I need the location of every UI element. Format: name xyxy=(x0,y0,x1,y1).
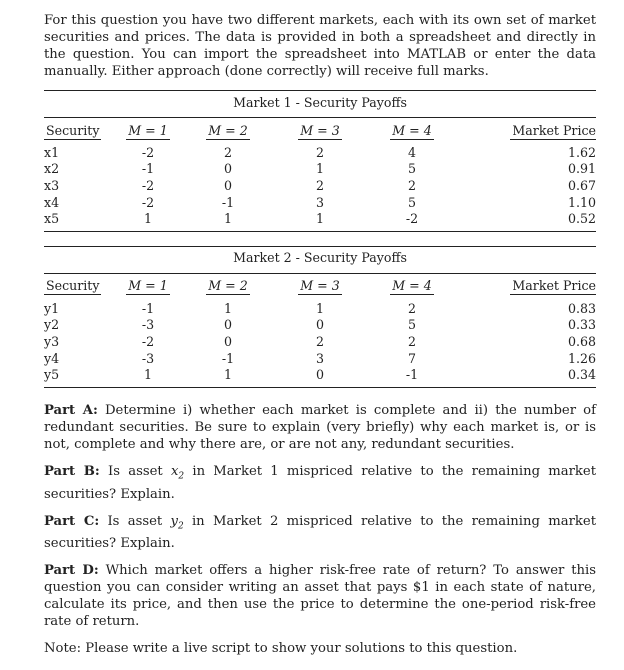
price-cell: 1.62 xyxy=(567,144,596,160)
asset-sub: 2 xyxy=(177,521,184,532)
payoff-cell: -2 xyxy=(405,211,419,227)
part-c-text-after: in Market 2 mispriced relative to the remaining market securities? Explain. xyxy=(44,513,596,552)
table-row xyxy=(44,333,596,350)
price-cell: 0.52 xyxy=(567,211,596,227)
payoff-cell: 3 xyxy=(315,350,324,366)
payoff-cell: 3 xyxy=(315,194,324,210)
market2-caption: Market 2 - Security Payoffs xyxy=(44,246,596,269)
part-d xyxy=(44,562,596,630)
payoff-cell: 0 xyxy=(223,333,232,349)
part-a xyxy=(44,402,596,453)
security-name: x1 xyxy=(44,144,60,160)
payoff-cell: 0 xyxy=(223,317,232,333)
header-state-2: M = 2 xyxy=(208,278,248,294)
payoff-cell: 5 xyxy=(407,194,416,210)
price-cell: 1.26 xyxy=(567,350,596,366)
payoff-cell: 1 xyxy=(223,300,232,316)
payoff-cell: 1 xyxy=(315,211,324,227)
payoff-cell: 7 xyxy=(407,350,416,366)
payoff-cell: -3 xyxy=(141,350,155,366)
note: Note: Please write a live script to show your solutions to this question. xyxy=(44,641,518,657)
security-name: x5 xyxy=(44,211,60,227)
asset-sub: 2 xyxy=(178,471,185,482)
header-state-3: M = 3 xyxy=(300,122,340,138)
payoff-cell: 0 xyxy=(315,317,324,333)
payoff-cell: -1 xyxy=(141,161,155,177)
header-state-3: M = 3 xyxy=(300,278,340,294)
part-a-label: Part A: xyxy=(44,402,98,418)
part-a-text: Determine i) whether each market is complete and ii) the number of redundant securities. Be sure to explain (very briefly) why each market is, or is not, complete and why there are, or are not any, redundant securities. xyxy=(44,402,596,452)
price-cell: 1.10 xyxy=(567,194,596,210)
payoff-cell: -2 xyxy=(141,333,155,349)
security-name: y3 xyxy=(44,333,60,349)
part-b-label: Part B: xyxy=(44,463,100,479)
part-c-text-before: Is asset xyxy=(107,513,163,529)
price-cell: 0.91 xyxy=(567,161,596,177)
payoff-cell: 0 xyxy=(223,177,232,193)
price-cell: 0.67 xyxy=(567,177,596,193)
security-name: y5 xyxy=(44,367,60,383)
payoff-cell: 1 xyxy=(315,300,324,316)
part-b-text-before: Is asset xyxy=(108,463,163,479)
header-market-price: Market Price xyxy=(512,278,596,294)
payoff-cell: -1 xyxy=(405,367,419,383)
payoff-cell: 2 xyxy=(315,144,324,160)
payoff-cell: 0 xyxy=(315,367,324,383)
part-b xyxy=(44,463,596,503)
payoff-cell: 5 xyxy=(407,161,416,177)
payoff-cell: 2 xyxy=(407,177,416,193)
payoff-cell: 2 xyxy=(223,144,232,160)
payoff-cell: -1 xyxy=(221,194,235,210)
header-state-2: M = 2 xyxy=(208,122,248,138)
intro-paragraph: For this question you have two different markets, each with its own set of market securities and prices. The data is provided in both a spreadsheet and directly in the question. You can import the spreadsheet into MATLAB or enter the data manually. Either approach (done correctly) will receive full marks. xyxy=(44,13,596,79)
part-d-label: Part D: xyxy=(44,563,99,579)
asset-x2 xyxy=(170,463,185,482)
price-cell: 0.83 xyxy=(567,300,596,316)
payoff-cell: 2 xyxy=(407,333,416,349)
payoff-cell: -1 xyxy=(141,300,155,316)
payoff-cell: -1 xyxy=(221,350,235,366)
market2-table xyxy=(44,246,596,388)
asset-var: y xyxy=(170,513,178,529)
part-b-text-after: in Market 1 mispriced relative to the remaining market securities? Explain. xyxy=(44,463,597,502)
market1-header-row xyxy=(44,118,596,145)
asset-y2 xyxy=(170,513,184,532)
payoff-cell: -2 xyxy=(141,144,155,160)
table-row xyxy=(44,366,596,383)
header-state-4: M = 4 xyxy=(392,278,432,294)
table-row xyxy=(44,350,596,367)
table-row xyxy=(44,317,596,334)
price-cell: 0.33 xyxy=(567,317,596,333)
security-name: y1 xyxy=(44,300,60,316)
market1-table xyxy=(44,90,596,232)
payoff-cell: 2 xyxy=(315,333,324,349)
security-name: y2 xyxy=(44,317,60,333)
asset-var: x xyxy=(170,463,179,479)
part-d-text: Which market offers a higher risk-free rate of return? To answer this question you can consider writing an asset that pays $1 in each state of nature, calculate its price, and then use the price to determine the one-period risk-free rate of return. xyxy=(44,563,596,630)
payoff-cell: 1 xyxy=(223,367,232,383)
payoff-cell: 5 xyxy=(407,317,416,333)
payoff-cell: -3 xyxy=(141,317,155,333)
table-row xyxy=(44,161,596,178)
part-c xyxy=(44,513,596,553)
payoff-cell: 2 xyxy=(407,300,416,316)
security-name: y4 xyxy=(44,350,60,366)
table-row xyxy=(44,177,596,194)
payoff-cell: 1 xyxy=(143,367,152,383)
security-name: x3 xyxy=(44,177,60,193)
table-row xyxy=(44,194,596,211)
question-page xyxy=(44,12,596,657)
payoff-cell: -2 xyxy=(141,177,155,193)
header-security: Security xyxy=(46,278,100,294)
price-cell: 0.34 xyxy=(567,367,596,383)
security-name: x2 xyxy=(44,161,60,177)
payoff-cell: 1 xyxy=(315,161,324,177)
market1-caption: Market 1 - Security Payoffs xyxy=(44,91,596,114)
security-name: x4 xyxy=(44,194,60,210)
header-state-4: M = 4 xyxy=(392,122,432,138)
header-state-1: M = 1 xyxy=(128,122,168,138)
table-row xyxy=(44,210,596,227)
payoff-cell: 1 xyxy=(223,211,232,227)
payoff-cell: 1 xyxy=(143,211,152,227)
payoff-cell: 2 xyxy=(315,177,324,193)
market2-header-row xyxy=(44,273,596,300)
table-row xyxy=(44,144,596,161)
header-state-1: M = 1 xyxy=(128,278,168,294)
header-security: Security xyxy=(46,122,100,138)
price-cell: 0.68 xyxy=(567,333,596,349)
part-c-label: Part C: xyxy=(44,513,100,529)
header-market-price: Market Price xyxy=(512,122,596,138)
payoff-cell: -2 xyxy=(141,194,155,210)
table-row xyxy=(44,300,596,317)
payoff-cell: 0 xyxy=(223,161,232,177)
payoff-cell: 4 xyxy=(407,144,416,160)
